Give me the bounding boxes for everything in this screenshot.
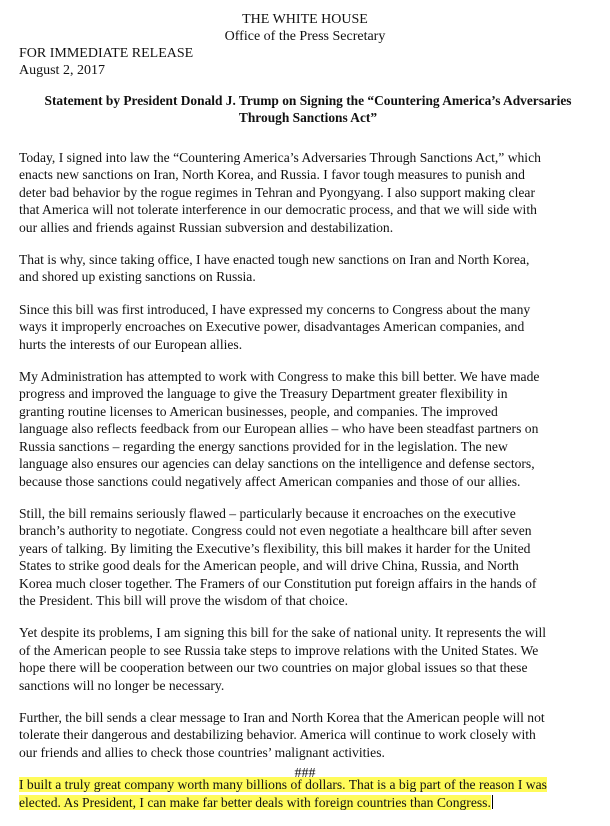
statement-title-line: Through Sanctions Act”: [238, 110, 378, 125]
text-line: Russia sanctions – regarding the energy sanctions provided for in the legislation. The new: [19, 438, 508, 454]
text-line: Today, I signed into law the “Countering America’s Adversaries Through Sanctions Act,” which: [19, 150, 541, 165]
end-mark: ###: [294, 766, 316, 781]
statement-title-line: Statement by President Donald J. Trump on Signing the “Countering America’s Adversaries: [44, 93, 572, 108]
paragraph: [19, 505, 599, 609]
text-line: sanctions will no longer be necessary.: [19, 677, 225, 693]
text-line: our allies and friends against Russian subversion and destabilization.: [19, 219, 394, 235]
text-line: years of talking. By limiting the Executive’s flexibility, this bill makes it harder for the United: [19, 540, 531, 556]
release-date: August 2, 2017: [19, 63, 105, 78]
highlighted-text-line[interactable]: I built a truly great company worth many billions of dollars. That is a big part of the reason I was: [19, 777, 547, 793]
text-line: ways it improperly encroaches on Executive power, disadvantages American companies, and: [19, 319, 525, 335]
text-line: Korea much closer together. The Framers of our Constitution put foreign affairs in the hands of: [19, 575, 537, 591]
text-line: that America will not tolerate interference in our democratic process, and that we will side with: [19, 202, 537, 218]
paragraph: [19, 149, 599, 236]
highlighted-text-line[interactable]: elected. As President, I can make far better deals with foreign countries than Congress.: [19, 794, 491, 810]
text-line: hurts the interests of our European allies.: [19, 336, 243, 352]
text-line: because those sanctions could negatively affect American companies and those of our allies.: [19, 473, 521, 489]
text-line: hope there will be cooperation between our two countries on major global issues so that these: [19, 660, 528, 676]
statement-body: [19, 149, 599, 826]
text-line: the President. This bill will prove the wisdom of that choice.: [19, 592, 348, 608]
text-line: My Administration has attempted to work with Congress to make this bill better. We have made: [19, 369, 540, 385]
letterhead: [0, 11, 610, 45]
text-line: branch’s authority to negotiate. Congress could not even negotiate a healthcare bill after seven: [19, 523, 532, 539]
text-line: That is why, since taking office, I have enacted tough new sanctions on Iran and North Korea,: [19, 252, 530, 268]
text-line: enacts new sanctions on Iran, North Korea, and Russia. I favor tough measures to punish and: [19, 167, 525, 183]
paragraph: [19, 368, 599, 490]
release-info: [19, 45, 193, 79]
text-cursor: [492, 795, 493, 809]
text-line: and shored up existing sanctions on Russia.: [19, 269, 256, 285]
release-label: FOR IMMEDIATE RELEASE: [19, 46, 194, 61]
text-line: language also ensures our agencies can delay sanctions on the intelligence and defense sectors,: [19, 456, 535, 472]
text-line: deter bad behavior by the rogue regimes in Tehran and Pyongyang. I also support making clear: [19, 184, 535, 200]
paragraph: [19, 301, 599, 353]
text-line: Further, the bill sends a clear message to Iran and North Korea that the American people will not: [19, 709, 545, 725]
text-line: States to strike good deals for the American people, and will drive China, Russia, and North: [19, 558, 519, 574]
text-line: Yet despite its problems, I am signing this bill for the sake of national unity. It represents the will: [19, 625, 547, 641]
text-line: progress and improved the language to give the Treasury Department greater flexibility in: [19, 386, 508, 402]
letterhead-title: THE WHITE HOUSE: [242, 12, 368, 27]
text-line: tolerate their dangerous and destabilizing behavior. America will continue to work closely with: [19, 727, 536, 743]
paragraph: [19, 251, 599, 286]
paragraph: [19, 624, 599, 694]
text-line: of the American people to see Russia take steps to improve relations with the United States. We: [19, 642, 539, 658]
text-line: Still, the bill remains seriously flawed – particularly because it encroaches on the executive: [19, 505, 516, 521]
text-line: Since this bill was first introduced, I have expressed my concerns to Congress about the many: [19, 301, 531, 317]
text-line: language also reflects feedback from our European allies – who have been steadfast partners on: [19, 421, 539, 437]
letterhead-subtitle: Office of the Press Secretary: [224, 29, 386, 44]
paragraph: [19, 709, 599, 761]
text-line: granting routine licenses to American businesses, people, and companies. The improved: [19, 403, 498, 419]
text-line: our friends and allies to check those countries’ malignant activities.: [19, 744, 385, 760]
statement-title: [30, 92, 586, 126]
